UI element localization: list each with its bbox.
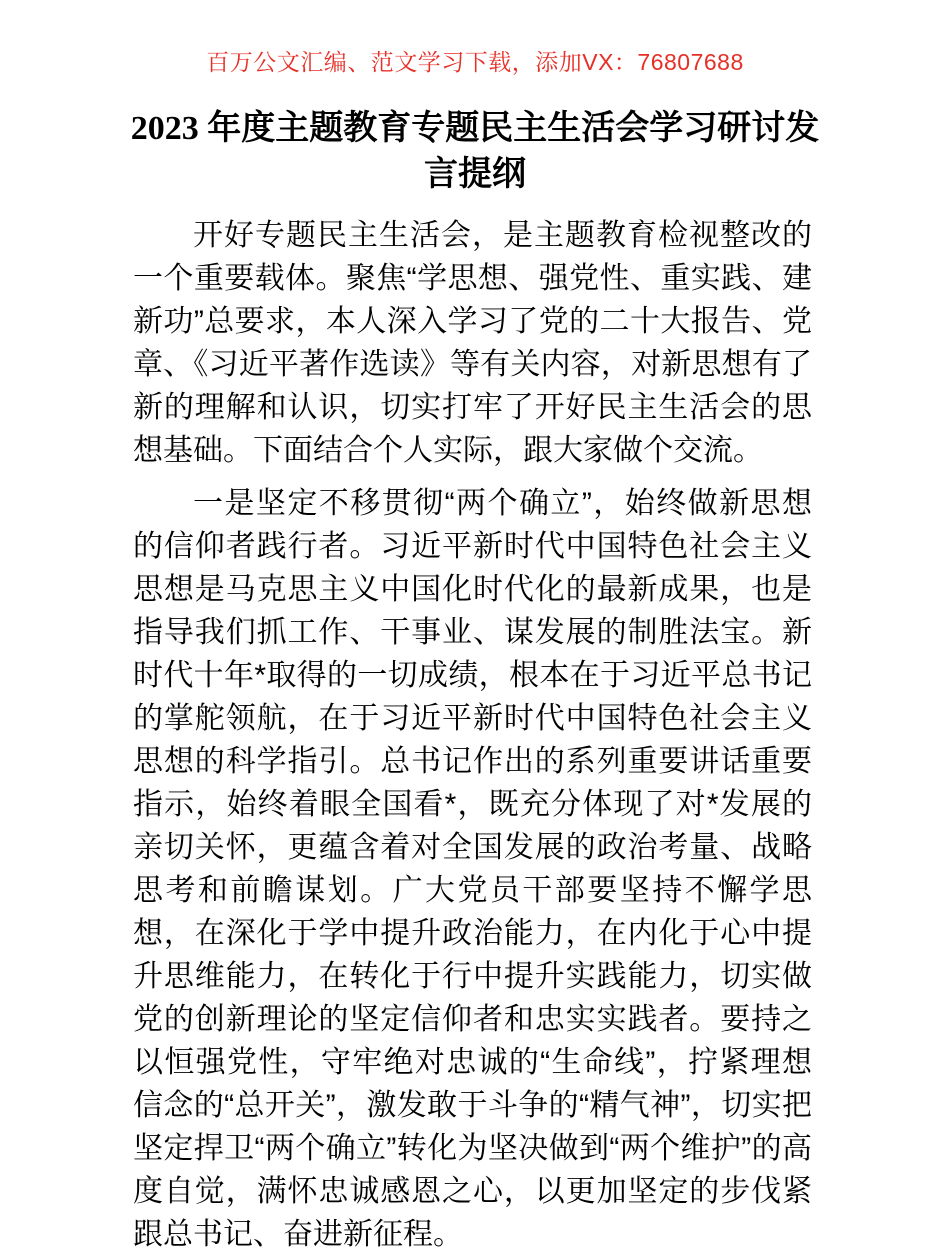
document-title-line-2: 言提纲 [424,156,526,193]
document-title-line-1: 2023 年度主题教育专题民主生活会学习研讨发 [130,110,820,147]
watermark-header-text: 百万公文汇编、范文学习下载，添加VX：76807688 [206,49,744,75]
paragraph-point-one: 一是坚定不移贯彻“两个确立”，始终做新思想的信仰者践行者。习近平新时代中国特色社会主义思想是马克思主义中国化时代化的最新成果，也是指导我们抓工作、干事业、谋发展的制胜法宝。新时代十年*取得的一切成绩，根本在于习近平总书记的掌舵领航，在于习近平新时代中国特色社会主义思想的科学指引。总书记作出的系列重要讲话重要指示，始终着眼全国看*，既充分体现了对*发展的亲切关怀，更蕴含着对全国发展的政治考量、战略思考和前瞻谋划。广大党员干部要坚持不懈学思想，在深化于学中提升政治能力，在内化于心中提升思维能力，在转化于行中提升实践能力，切实做党的创新理论的坚定信仰者和忠实实践者。要持之以恒强党性，守牢绝对忠诚的“生命线”，拧紧理想信念的“总开关”，激发敢于斗争的“精气神”，切实把坚定捍卫“两个确立”转化为坚决做到“两个维护”的高度自觉，满怀忠诚感恩之心，以更加坚定的步伐紧跟总书记、奋进新征程。 [133,487,812,1251]
document-title [0,106,950,198]
document-body [0,214,950,1256]
paragraph-intro: 开好专题民主生活会，是主题教育检视整改的一个重要载体。聚焦“学思想、强党性、重实践、建新功”总要求，本人深入学习了党的二十大报告、党章、《习近平著作选读》等有关内容，对新思想有了新的理解和认识，切实打牢了开好民主生活会的思想基础。下面结合个人实际，跟大家做个交流。 [133,219,812,467]
